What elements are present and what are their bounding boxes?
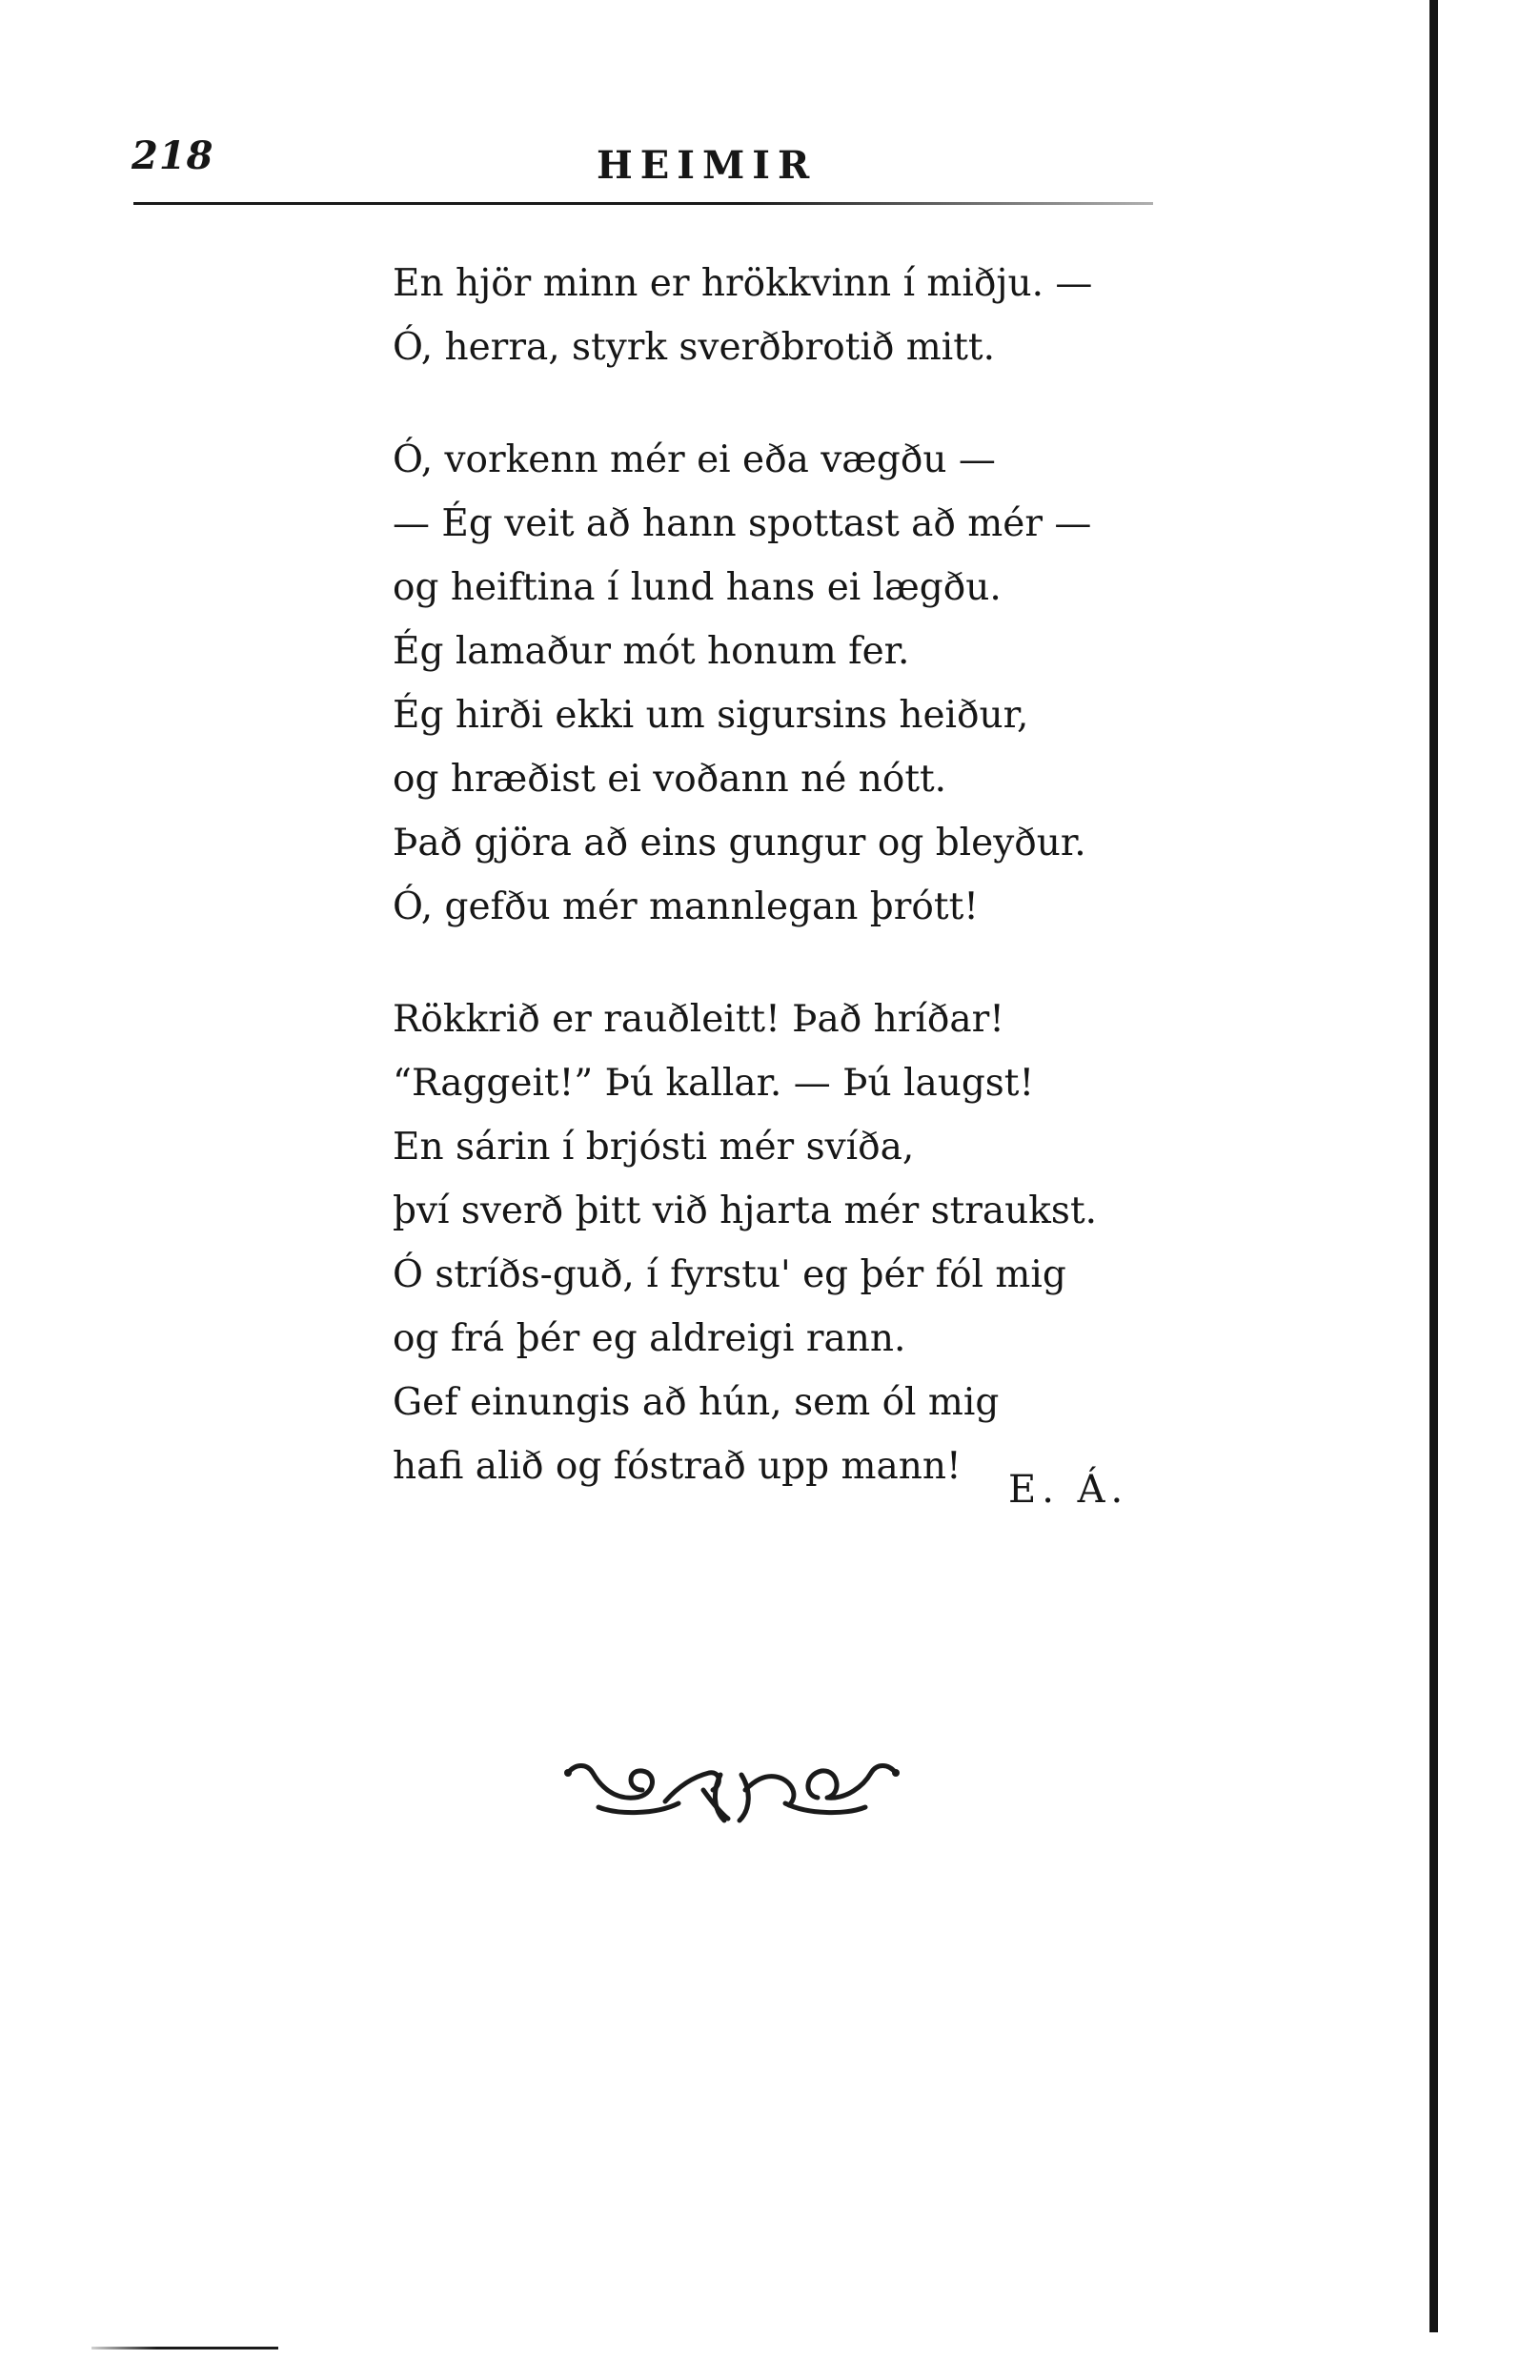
poem-line: Það gjöra að eins gungur og bleyður. xyxy=(393,822,1086,865)
poem-line: Ég hirði ekki um sigursins heiður, xyxy=(393,694,1029,737)
stanza-2 xyxy=(393,428,1097,939)
running-head: HEIMIR xyxy=(597,143,818,188)
poem-line: Gef einungis að hún, sem ól mig xyxy=(393,1381,1000,1424)
scroll-ornament-icon xyxy=(560,1752,903,1838)
poem xyxy=(393,252,1097,1547)
poem-line: “Raggeit!” Þú kallar. — Þú laugst! xyxy=(393,1062,1035,1105)
poem-line: Ó stríðs-guð, í fyrstu' eg þér fól mig xyxy=(393,1253,1066,1296)
poem-line: og heiftina í lund hans ei lægðu. xyxy=(393,566,1002,609)
bottom-rule xyxy=(91,2347,278,2349)
page-number: 218 xyxy=(132,133,214,178)
poem-line: hafi alið og fóstrað upp mann! xyxy=(393,1445,962,1488)
poem-line: Ó, vorkenn mér ei eða vægðu — xyxy=(393,438,996,481)
stanza-3 xyxy=(393,987,1097,1498)
header-rule xyxy=(133,202,1153,205)
poem-line: En sárin í brjósti mér svíða, xyxy=(393,1126,915,1169)
margin-rule xyxy=(1429,0,1438,2332)
poem-line: Ó, gefðu mér mannlegan þrótt! xyxy=(393,885,979,928)
poem-line: og frá þér eg aldreigi rann. xyxy=(393,1317,906,1360)
poem-line: og hræðist ei voðann né nótt. xyxy=(393,758,947,801)
poem-line: En hjör minn er hrökkvinn í miðju. — xyxy=(393,262,1093,305)
author-signature: E. Á. xyxy=(1008,1468,1129,1512)
poem-line: — Ég veit að hann spottast að mér — xyxy=(393,502,1092,545)
poem-line: Ég lamaður mót honum fer. xyxy=(393,630,910,673)
stanza-1 xyxy=(393,252,1097,379)
poem-line: því sverð þitt við hjarta mér straukst. xyxy=(393,1190,1098,1232)
poem-line: Rökkrið er rauðleitt! Það hríðar! xyxy=(393,998,1004,1041)
poem-line: Ó, herra, styrk sverðbrotið mitt. xyxy=(393,326,995,369)
